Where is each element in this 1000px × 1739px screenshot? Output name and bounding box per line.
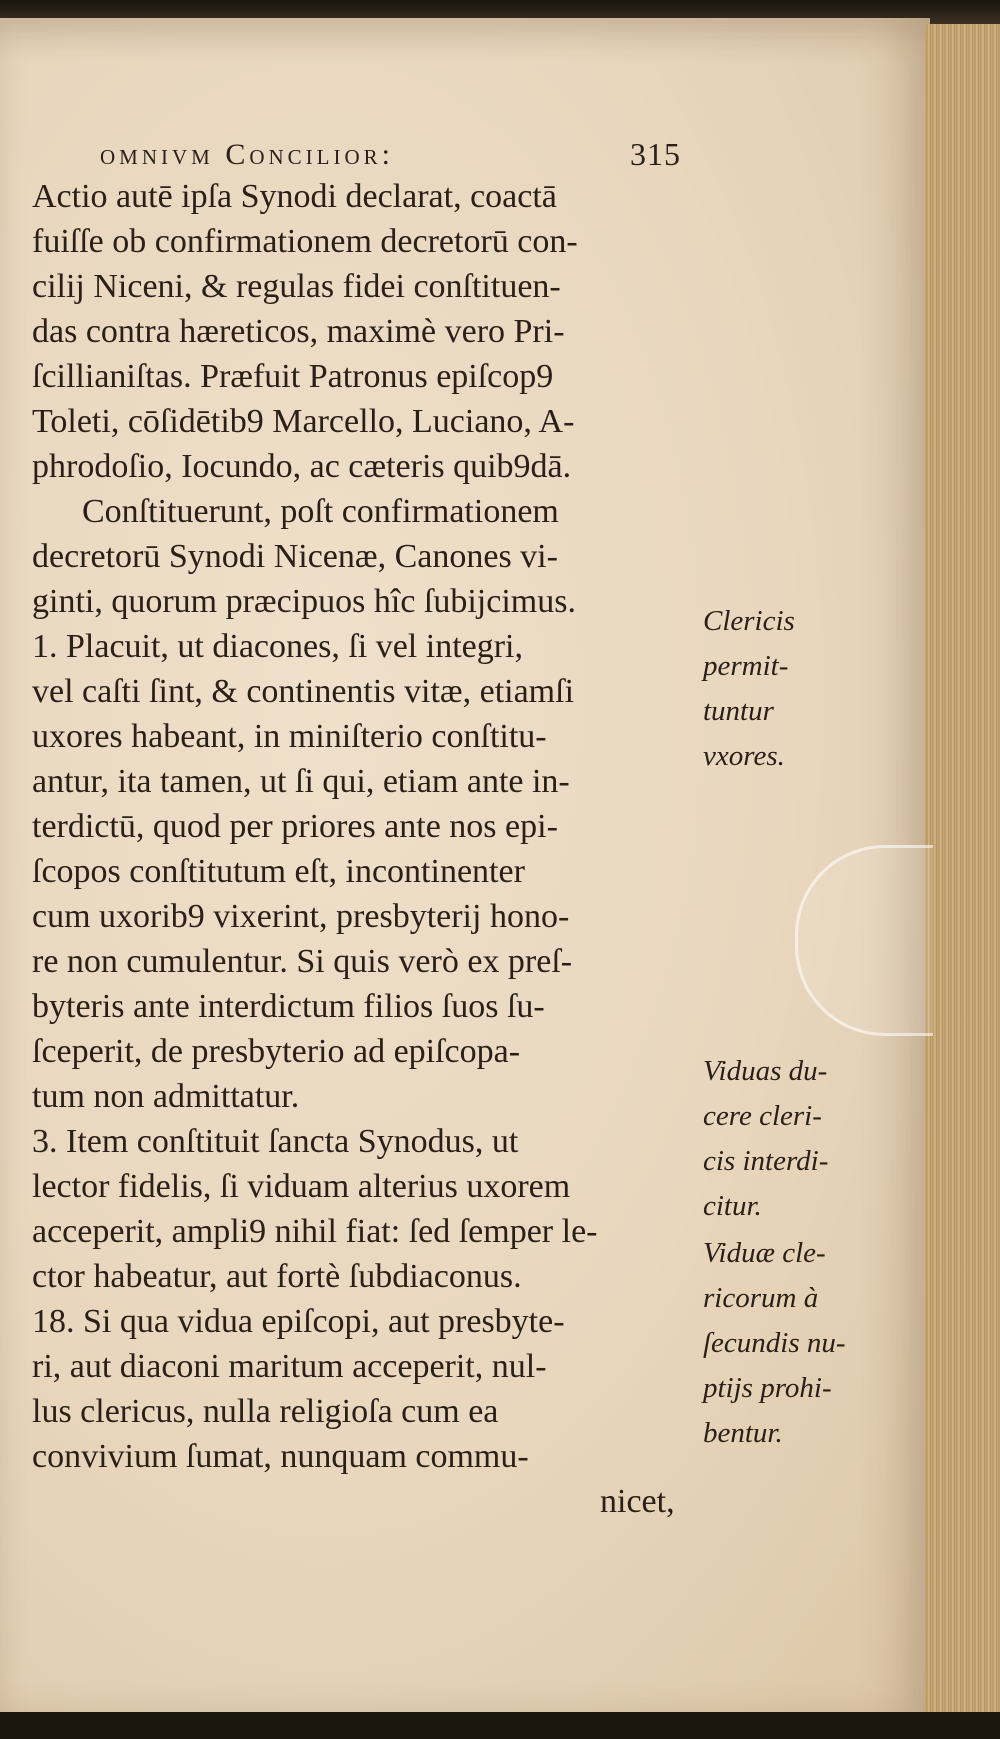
margin-note: ricorum à bbox=[703, 1282, 819, 1314]
text-line: cum uxorib9 vixerint, presbyterij hono- bbox=[32, 898, 570, 935]
margin-note: ſecundis nu- bbox=[703, 1327, 846, 1359]
page-edges bbox=[925, 24, 1000, 1714]
text-line: lus clericus, nulla religioſa cum ea bbox=[32, 1393, 499, 1430]
text-line: phrodoſio, Iocundo, ac cæteris quib9dā. bbox=[32, 448, 572, 485]
text-line: ginti, quorum præcipuos hîc ſubijcimus. bbox=[32, 583, 576, 620]
text-line: byteris ante interdictum filios ſuos ſu- bbox=[32, 988, 545, 1025]
text-line: Actio autē ipſa Synodi declarat, coactā bbox=[32, 178, 557, 215]
margin-note: tuntur bbox=[703, 695, 774, 727]
book-bottom-shadow bbox=[0, 1712, 1000, 1739]
text-line: terdictū, quod per priores ante nos epi- bbox=[32, 808, 558, 845]
margin-note: vxores. bbox=[703, 740, 785, 772]
text-line: re non cumulentur. Si quis verò ex preſ- bbox=[32, 943, 573, 980]
text-line: ſcillianiſtas. Præfuit Patronus epiſcop9 bbox=[32, 358, 554, 395]
text-line: fuiſſe ob confirmationem decretorū con- bbox=[32, 223, 578, 260]
text-line: 3. Item conſtituit ſancta Synodus, ut bbox=[32, 1123, 519, 1160]
margin-note: cere cleri- bbox=[703, 1100, 822, 1132]
text-line: ſceperit, de presbyterio ad epiſcopa- bbox=[32, 1033, 521, 1070]
text-line: 1. Placuit, ut diacones, ſi vel integri, bbox=[32, 628, 524, 665]
text-line: tum non admittatur. bbox=[32, 1078, 300, 1115]
text-line: Toleti, cōſidētib9 Marcello, Luciano, A- bbox=[32, 403, 575, 440]
text-line: vel caſti ſint, & continentis vitæ, etiamſi bbox=[32, 673, 575, 710]
margin-note: Viduas du- bbox=[703, 1055, 828, 1087]
text-line: cilij Niceni, & regulas fidei conſtituen- bbox=[32, 268, 561, 305]
text-line: das contra hæreticos, maximè vero Pri- bbox=[32, 313, 565, 350]
text-line: uxores habeant, in miniſterio conſtitu- bbox=[32, 718, 547, 755]
text-line: Conſtituerunt, poſt confirmationem bbox=[82, 493, 559, 530]
text-line: convivium ſumat, nunquam commu- bbox=[32, 1438, 529, 1475]
text-line: decretorū Synodi Nicenæ, Canones vi- bbox=[32, 538, 558, 575]
margin-note: citur. bbox=[703, 1190, 762, 1222]
margin-note: ptijs prohi- bbox=[703, 1372, 832, 1404]
text-line: ri, aut diaconi maritum acceperit, nul- bbox=[32, 1348, 547, 1385]
margin-note: Viduæ cle- bbox=[703, 1237, 826, 1269]
catchword: nicet, bbox=[600, 1483, 675, 1520]
margin-note: Clericis bbox=[703, 605, 795, 637]
page-number: 315 bbox=[630, 136, 681, 172]
text-line: lector fidelis, ſi viduam alterius uxorem bbox=[32, 1168, 571, 1205]
margin-note: bentur. bbox=[703, 1417, 783, 1449]
margin-note: permit- bbox=[703, 650, 789, 682]
running-title: omnivm Concilior: bbox=[100, 138, 395, 171]
text-line: acceperit, ampli9 nihil fiat: ſed ſemper le- bbox=[32, 1213, 598, 1250]
text-line: antur, ita tamen, ut ſi qui, etiam ante in- bbox=[32, 763, 570, 800]
margin-note: cis interdi- bbox=[703, 1145, 829, 1177]
text-line: ctor habeatur, aut fortè ſubdiaconus. bbox=[32, 1258, 522, 1295]
text-line: 18. Si qua vidua epiſcopi, aut presbyte- bbox=[32, 1303, 565, 1340]
text-line: ſcopos conſtitutum eſt, incontinenter bbox=[32, 853, 525, 890]
